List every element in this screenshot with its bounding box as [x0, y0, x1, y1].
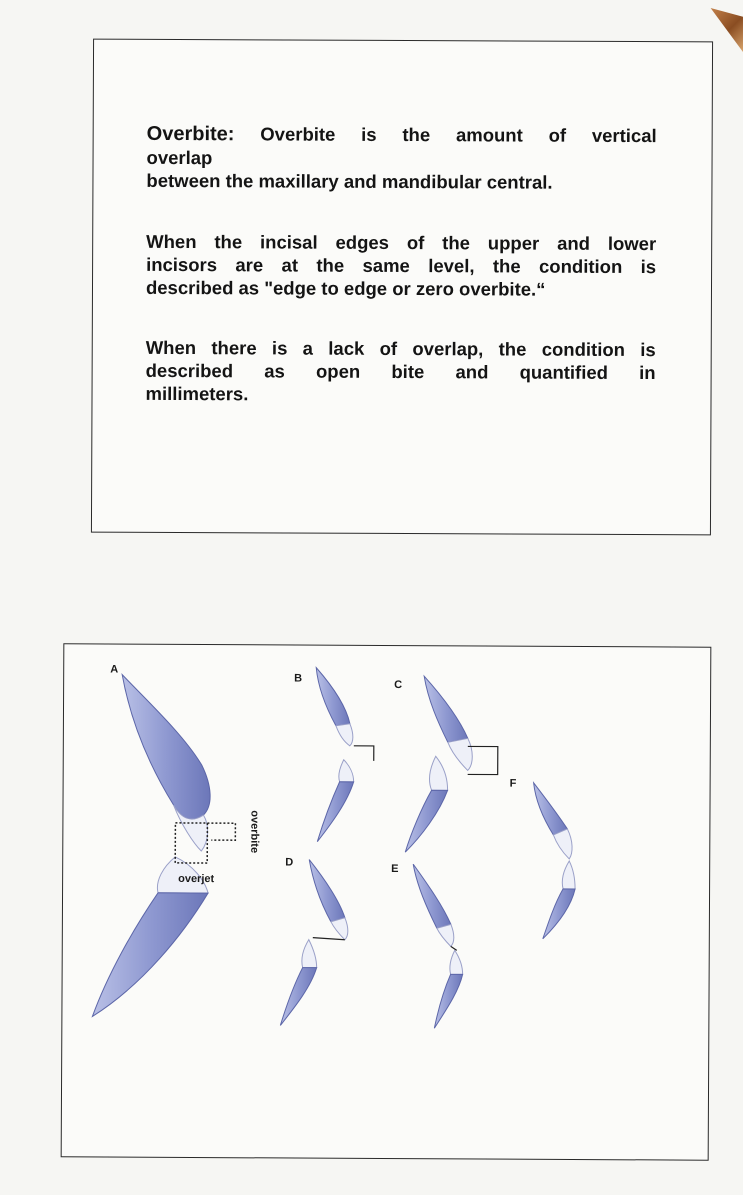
text-slide [91, 39, 713, 536]
panel-letter-c: C [394, 679, 403, 692]
panel-letter-a: A [110, 663, 119, 676]
definition-line-3: between the maxillary and mandibular central. [146, 169, 553, 193]
overjet-label: overjet [178, 872, 215, 886]
incisor-diagram [62, 644, 713, 1161]
edge-line-2: incisors are at the same level, the condition is [146, 253, 657, 278]
overbite-definition [146, 122, 656, 194]
term-overbite: Overbite: [146, 122, 235, 146]
open-bite-paragraph [145, 336, 655, 407]
figure-slide [61, 643, 712, 1160]
panel-letter-e: E [391, 863, 399, 876]
open-line-2: described as open bite and quantified in [145, 359, 656, 384]
definition-line-2: overlap [146, 146, 213, 169]
overbite-label: overbite [248, 810, 261, 854]
panel-f-teeth [533, 783, 576, 939]
panel-d-teeth [280, 859, 348, 1025]
panel-b-teeth [315, 668, 374, 842]
panel-letter-b: B [294, 672, 303, 685]
edge-line-3: described as "edge to edge or zero overbite.“ [145, 276, 546, 300]
edge-line-1: When the incisal edges of the upper and lower [146, 230, 657, 255]
open-line-3: millimeters. [145, 382, 249, 405]
panel-letter-f: F [509, 777, 517, 790]
definition-line-1: Overbite: Overbite is the amount of vertical [146, 122, 657, 147]
edge-to-edge-paragraph [146, 230, 656, 301]
panel-e-teeth [412, 864, 463, 1028]
panel-letter-d: D [285, 856, 294, 869]
panel-c-teeth [405, 676, 498, 852]
open-line-1: When there is a lack of overlap, the condition is [145, 336, 656, 361]
panel-a-teeth [92, 674, 236, 1017]
